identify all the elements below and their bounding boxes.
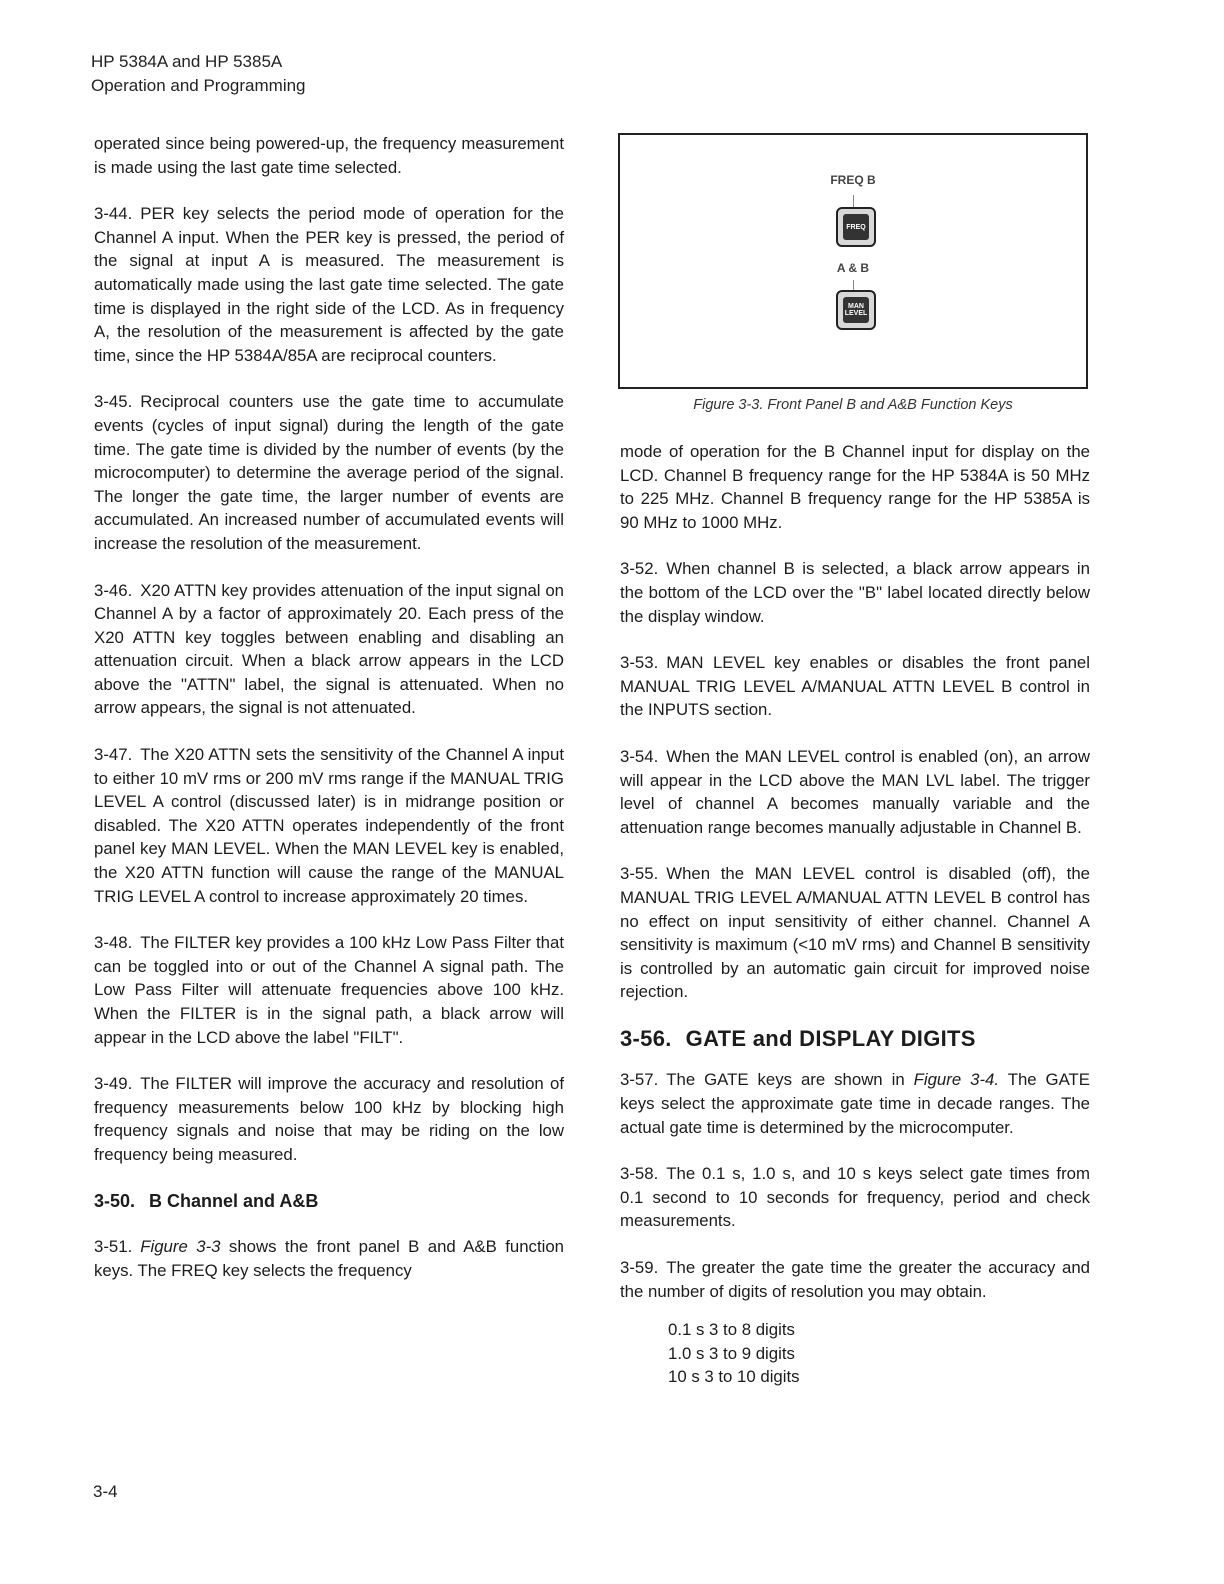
figure-connector [853,280,854,290]
page-header [91,50,306,98]
paragraph-3-47 [94,743,564,908]
paragraph-text: The FILTER will improve the accuracy and resolution of frequency measurements below 100 kHz by blocking high frequency signals and noise that may be riding on the low frequency being measured. [94,1074,564,1164]
paragraph-text: Reciprocal counters use the gate time to accumulate events (cycles of input signal) during the length of the gate time. The gate time is divided by the number of events (by the microcomputer) to determine the average period of the signal. The longer the gate time, the larger number of events are accumulated. An increased number of accumulated events will increase the resolution of the measurement. [94,392,564,553]
freq-key: FREQ [836,207,876,247]
paragraph-3-55 [620,862,1090,1004]
section-number: 3-50. [94,1190,136,1211]
continued-paragraph: mode of operation for the B Channel input for display on the LCD. Channel B frequency range for the HP 5384A is 50 MHz to 225 MHz. Channel B frequency range for the HP 5385A is 90 MHz to 1000 MHz. [620,442,1090,532]
paragraph-3-57 [620,1068,1090,1139]
gate-digits-list [668,1318,1090,1389]
right-column [620,440,1090,1389]
gate-list-item: 0.1 s 3 to 8 digits [668,1320,795,1340]
paragraph-3-44 [94,202,564,367]
figure-reference[interactable]: Figure 3-3 [140,1237,221,1257]
paragraph-number: 3-51. [94,1237,133,1257]
paragraph-number: 3-52. [620,559,659,579]
paragraph-text: The GATE keys select the approximate gate time in decade ranges. The actual gate time is determined by the microcomputer. [620,1070,1090,1137]
page-number: 3-4 [93,1482,118,1501]
paragraph-text: shows the front panel B and A&B function keys. The FREQ key selects the frequency [94,1237,564,1280]
paragraph-text: When channel B is selected, a black arrow appears in the bottom of the LCD over the "B" label located directly below the display window. [620,559,1090,626]
paragraph-number: 3-57. [620,1070,659,1090]
figure-caption: Figure 3-3. Front Panel B and A&B Function Keys [693,397,1013,413]
header-section: Operation and Programming [91,76,306,95]
man-level-key: MAN LEVEL [836,290,876,330]
section-number: 3-56. [620,1025,672,1051]
paragraph-number: 3-47. [94,745,133,765]
paragraph-text: The GATE keys are shown in [666,1070,905,1090]
gate-list-item: 10 s 3 to 10 digits [668,1367,800,1387]
paragraph-3-49 [94,1072,564,1166]
section-heading-3-56 [620,1027,1090,1051]
paragraph-3-45 [94,390,564,555]
paragraph-text: The greater the gate time the greater the accuracy and the number of digits of resolution you may obtain. [620,1258,1090,1301]
paragraph-3-59 [620,1256,1090,1303]
figure-connector [853,195,854,207]
figure-label-a-and-b: A & B [836,261,870,275]
header-product: HP 5384A and HP 5385A [91,52,283,71]
paragraph-number: 3-59. [620,1258,659,1278]
paragraph-text: The X20 ATTN sets the sensitivity of the Channel A input to either 10 mV rms or 200 mV rms range if the MANUAL TRIG LEVEL A control (discussed later) is in midrange position or disabled. The X20 ATTN operates independently of the front panel key MAN LEVEL. When the MAN LEVEL key is enabled, the X20 ATTN function will cause the range of the MANUAL TRIG LEVEL A control to increase approximately 20 times. [94,745,564,906]
paragraph-number: 3-45. [94,392,133,412]
intro-paragraph: operated since being powered-up, the frequency measurement is made using the last gate time selected. [94,134,564,177]
paragraph-number: 3-53. [620,653,659,673]
section-title: B Channel and A&B [149,1190,319,1211]
paragraph-text: The FILTER key provides a 100 kHz Low Pass Filter that can be toggled into or out of the Channel A signal path. The Low Pass Filter will attenuate frequencies above 100 kHz. When the FILTER is in the signal path, a black arrow will appear in the LCD above the label "FILT". [94,933,564,1047]
paragraph-number: 3-46. [94,580,133,600]
paragraph-number: 3-55. [620,864,659,884]
section-title: GATE and DISPLAY DIGITS [685,1025,976,1051]
figure-label-freq-b: FREQ B [830,173,876,187]
paragraph-3-53 [620,651,1090,722]
paragraph-text: PER key selects the period mode of operation for the Channel A input. When the PER key is pressed, the period of the signal at input A is measured. The measurement is automatically made using the last gate time selected. The gate time is displayed in the right side of the LCD. As in frequency A, the resolution of the measurement is affected by the gate time, since the HP 5384A/85A are reciprocal counters. [94,204,564,365]
paragraph-3-58 [620,1162,1090,1233]
left-column [94,132,564,1305]
paragraph-number: 3-48. [94,933,133,953]
paragraph-text: MAN LEVEL key enables or disables the front panel MANUAL TRIG LEVEL A/MANUAL ATTN LEVEL B control in the INPUTS section. [620,653,1090,720]
paragraph-number: 3-54. [620,746,659,766]
paragraph-text: X20 ATTN key provides attenuation of the input signal on Channel A by a factor of approximately 20. Each press of the X20 ATTN key toggles between enabling and disabling an attenuation circuit. When a black arrow appears in the LCD above the "ATTN" label, the signal is attenuated. When no arrow appears, the signal is not attenuated. [94,580,564,718]
gate-list-item: 1.0 s 3 to 9 digits [668,1343,795,1363]
figure-3-3-image [618,133,1088,389]
paragraph-number: 3-44. [94,204,133,224]
paragraph-3-46 [94,579,564,721]
figure-reference[interactable]: Figure 3-4. [913,1070,1000,1090]
paragraph-text: When the MAN LEVEL control is enabled (on), an arrow will appear in the LCD above the MAN LVL label. The trigger level of channel A becomes manually variable and the attenuation range becomes manually adjustable in Channel B. [620,746,1090,837]
paragraph-text: The 0.1 s, 1.0 s, and 10 s keys select gate times from 0.1 second to 10 seconds for frequency, period and check measurements. [620,1164,1090,1231]
section-heading-3-50 [94,1190,564,1214]
paragraph-3-52 [620,557,1090,628]
paragraph-3-54 [620,745,1090,839]
paragraph-text: When the MAN LEVEL control is disabled (off), the MANUAL TRIG LEVEL A/MANUAL ATTN LEVEL B control has no effect on input sensitivity of either channel. Channel A sensitivity is maximum (<10 mV rms) and Channel B sensitivity is controlled by an automatic gain circuit for improved noise rejection. [620,864,1090,1002]
paragraph-number: 3-58. [620,1164,659,1184]
paragraph-3-51 [94,1235,564,1282]
paragraph-3-48 [94,931,564,1049]
paragraph-number: 3-49. [94,1074,133,1094]
